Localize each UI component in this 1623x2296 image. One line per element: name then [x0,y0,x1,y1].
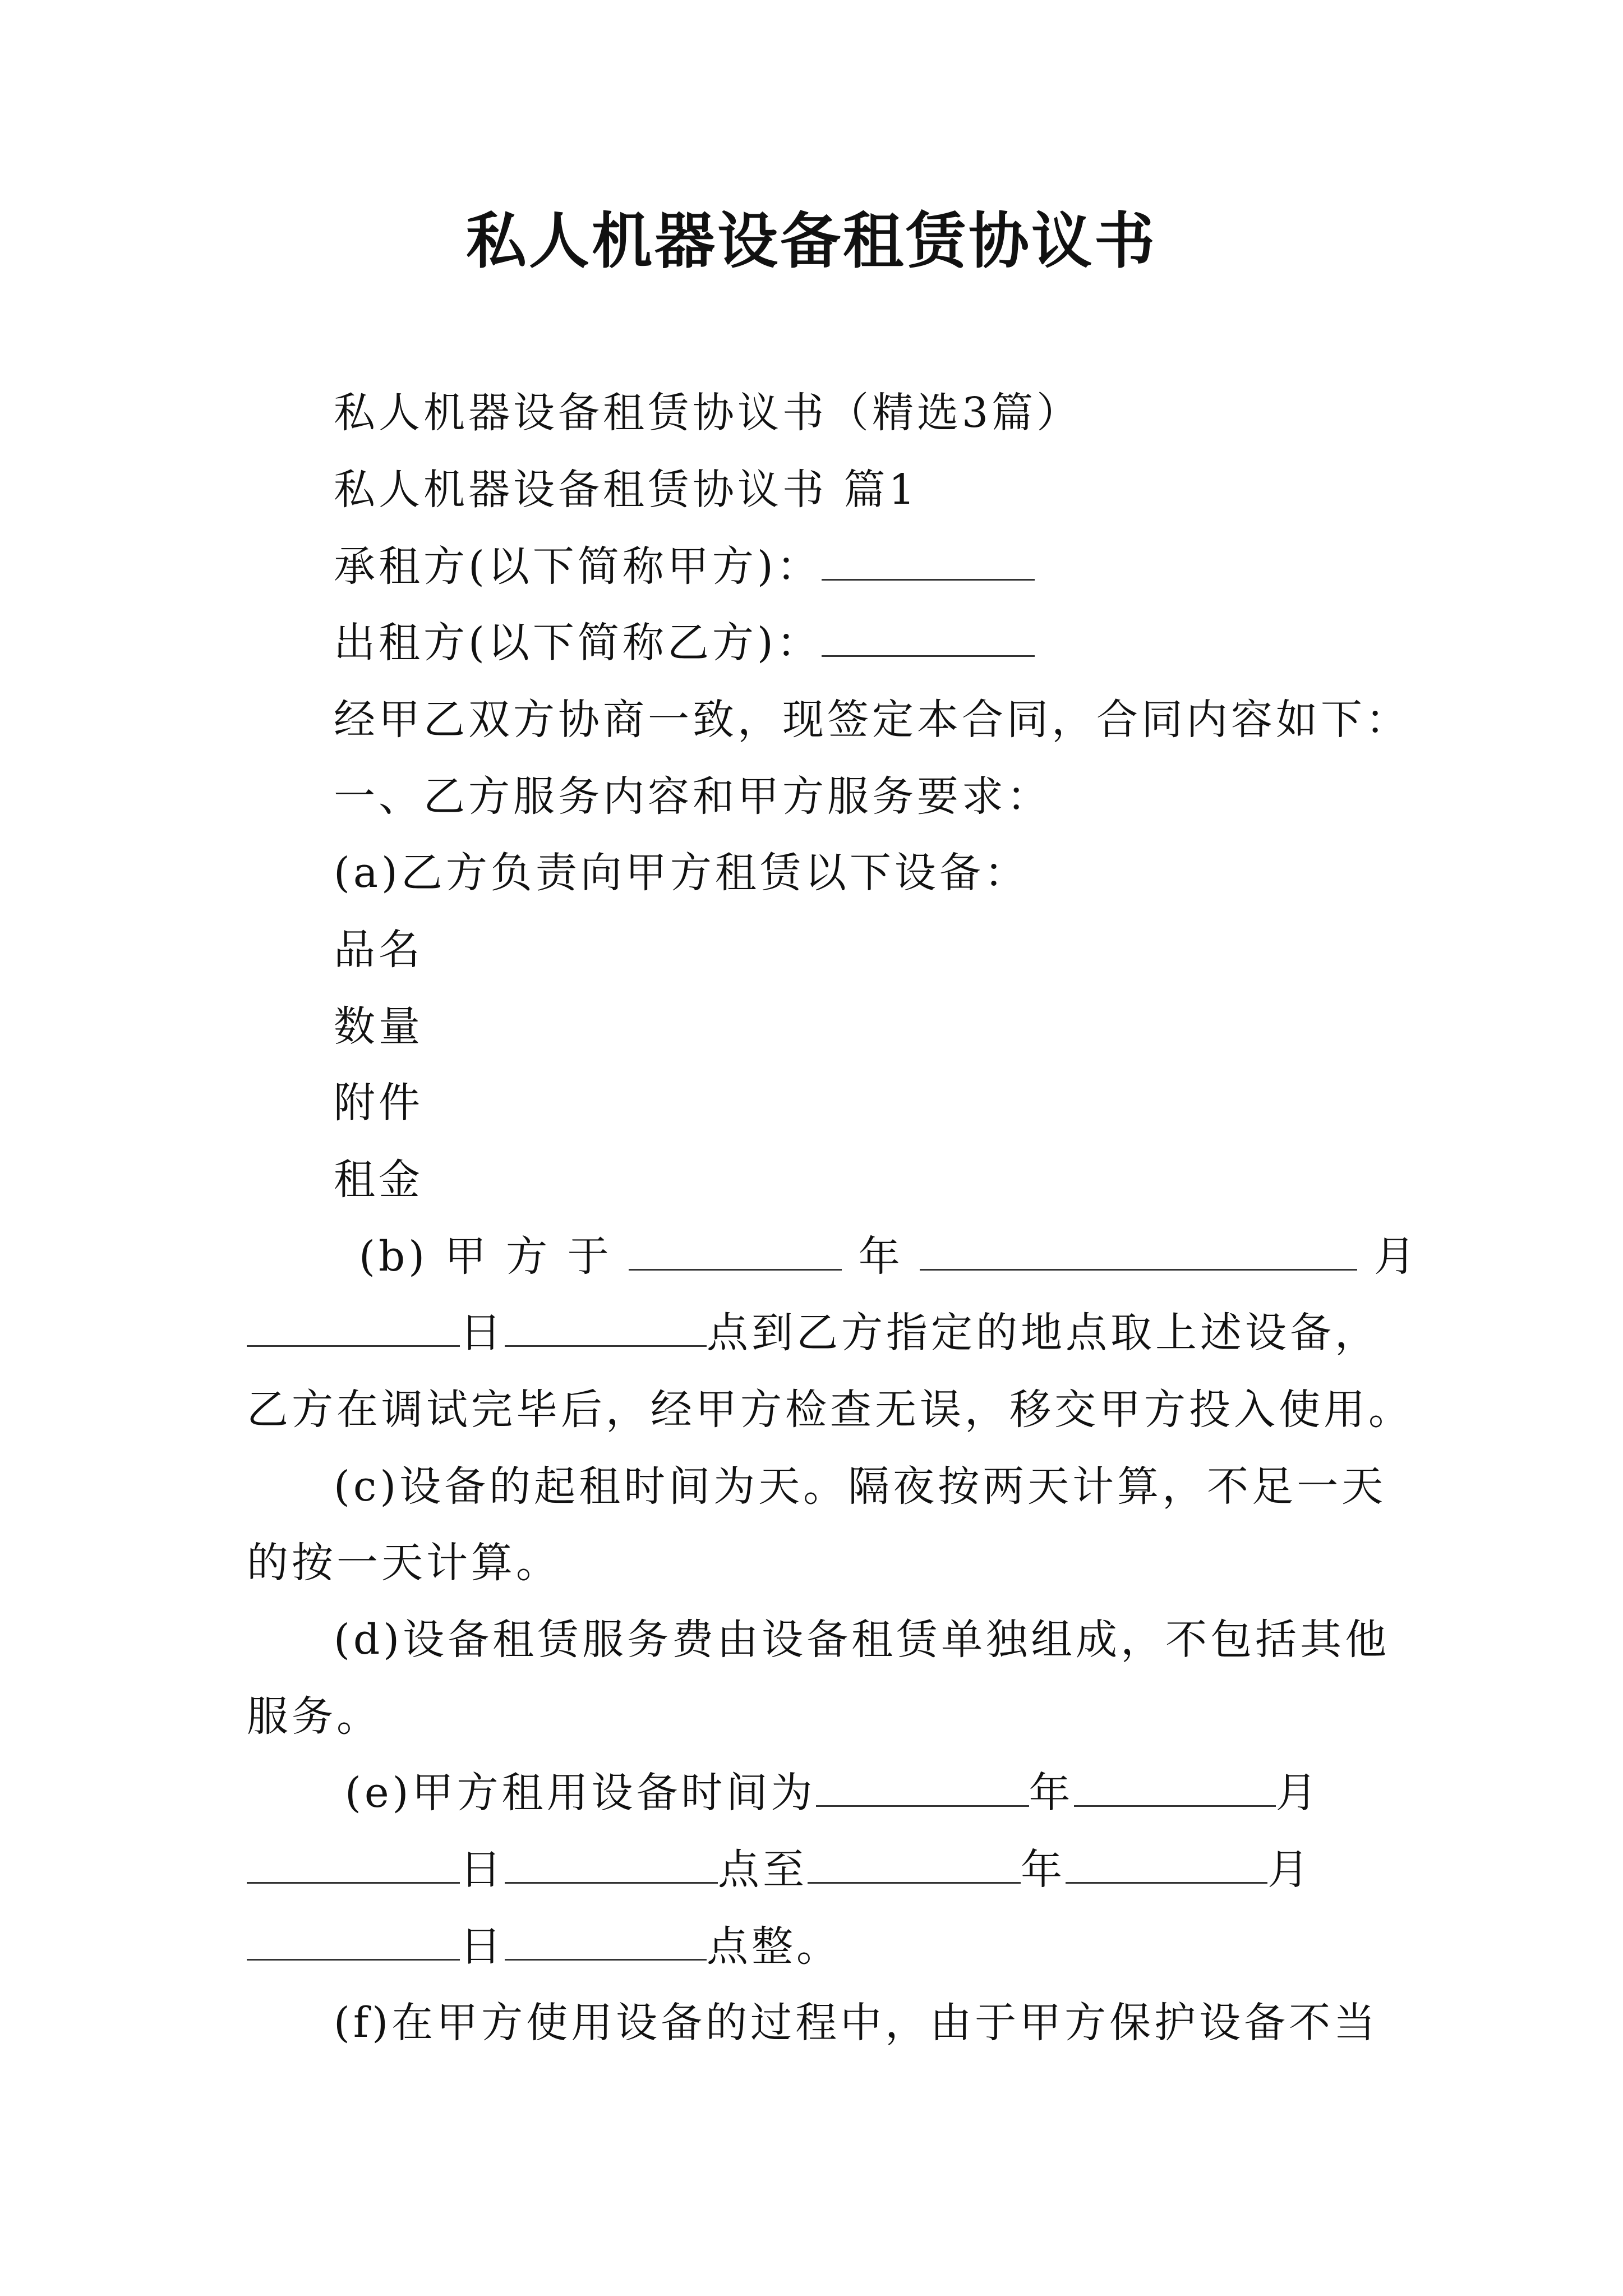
item-e-start-year: 年 [1029,1769,1074,1817]
item-c-line1: (c)设备的起租时间为天。隔夜按两天计算，不足一天 [334,1462,1387,1511]
item-e-end-day-blank [247,1924,460,1961]
item-e-end-year: 年 [1021,1846,1066,1894]
item-e-start-month: 月 [1275,1769,1321,1817]
intro-paragraph: 经甲乙双方协商一致，现签定本合同，合同内容如下： [334,696,1410,744]
item-e-line3 [247,1920,841,1973]
document-title: 私人机器设备租赁协议书 [465,206,1157,277]
document-subtitle: 私人机器设备租赁协议书（精选3篇） [334,389,1082,437]
equipment-field-accessories: 附件 [334,1079,423,1127]
item-e-end: 点整。 [707,1922,841,1971]
section-heading: 私人机器设备租赁协议书 篇1 [334,466,919,514]
item-b-month: 月 [1373,1232,1419,1281]
item-b-year: 年 [858,1232,903,1281]
item-e-prefix: (e)甲方租用设备时间为 [345,1769,816,1817]
clause1-heading: 一、乙方服务内容和甲方服务要求： [334,772,1052,821]
item-e-start-day: 日 [460,1846,505,1894]
item-d-line2: 服务。 [247,1692,381,1741]
item-b-line1 [359,1230,1419,1283]
item-e-end-month: 月 [1267,1846,1312,1894]
equipment-field-rent: 租金 [334,1156,423,1204]
item-e-start-hour-blank [505,1847,718,1884]
item-b-month-blank [920,1234,1357,1271]
item-b-year-blank [629,1234,842,1271]
item-d-line1: (d)设备租赁服务费由设备租赁单独组成，不包括其他 [334,1616,1390,1664]
item-e-to: 点至 [718,1846,808,1894]
equipment-field-name: 品名 [334,926,423,974]
item-e-end-month-blank [1066,1847,1267,1884]
item-b-day: 日 [460,1309,505,1357]
item-b-day-blank [247,1310,460,1347]
lessee-label: 承租方(以下简称甲方)： [334,542,822,591]
lessee-line [334,540,1035,593]
lessee-blank [822,544,1035,581]
item-b-line2 [247,1306,1380,1360]
lessor-blank [822,620,1035,657]
item-e-start-day-blank [247,1847,460,1884]
item-e-end-day: 日 [460,1922,505,1971]
item-e-start-month-blank [1074,1770,1276,1807]
item-e-start-year-blank [816,1770,1029,1807]
lessor-line [334,616,1035,670]
item-b-line3: 乙方在调试完毕后，经甲方检查无误，移交甲方投入使用。 [247,1386,1413,1434]
item-f-line1: (f)在甲方使用设备的过程中，由于甲方保护设备不当 [334,1999,1379,2047]
item-e-line1 [345,1766,1321,1820]
item-a: (a)乙方负责向甲方租赁以下设备： [334,849,1029,897]
equipment-field-quantity: 数量 [334,1002,423,1051]
item-b-prefix: (b) 甲 方 于 [359,1232,612,1281]
item-b-hour-blank [505,1310,707,1347]
item-e-end-hour-blank [505,1924,707,1961]
item-b-after-day: 点到乙方指定的地点取上述设备， [707,1309,1380,1357]
item-e-end-year-blank [808,1847,1021,1884]
item-e-line2 [247,1843,1312,1897]
item-c-line2: 的按一天计算。 [247,1539,561,1587]
lessor-label: 出租方(以下简称乙方)： [334,619,822,667]
